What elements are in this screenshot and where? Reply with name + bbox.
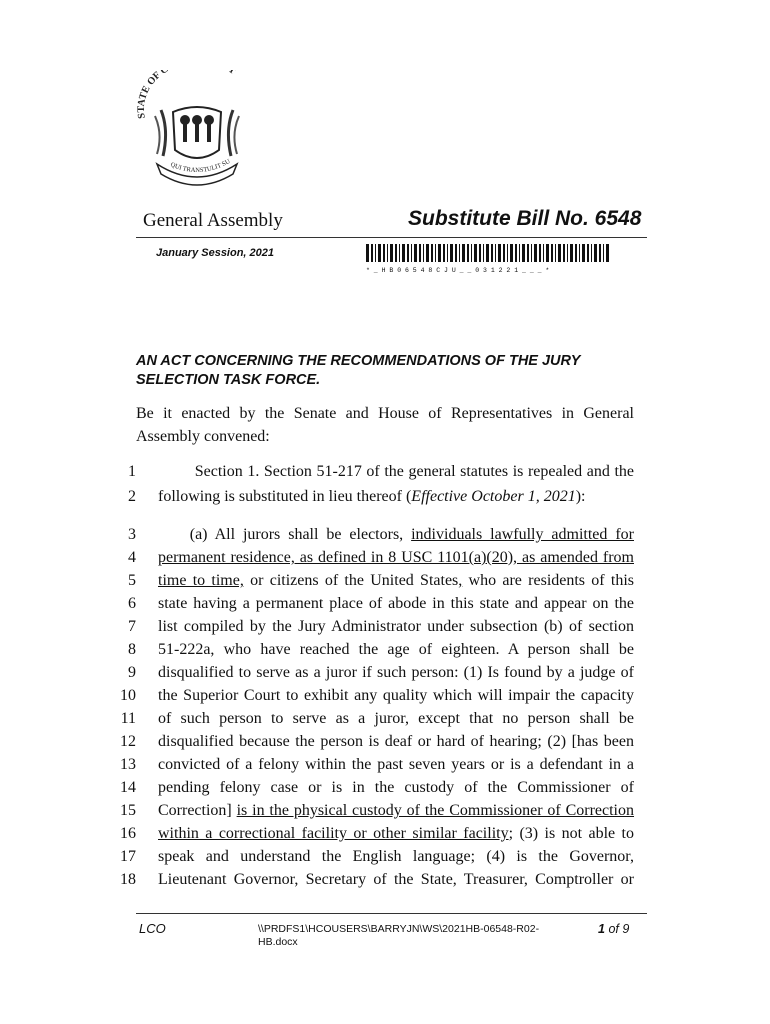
line-segment: ; (3) is not able to — [508, 825, 635, 842]
inserted-text: individuals lawfully admitted for — [411, 526, 634, 543]
line-segment: Lieutenant Governor, Secretary of the State, Treasurer, Comptroller or — [158, 871, 634, 888]
seal-motto: QUI TRANSTULIT SU — [169, 157, 232, 175]
bill-line — [158, 822, 634, 845]
line-number: 2 — [128, 488, 136, 505]
line-number: 8 — [128, 641, 136, 658]
line-segment: Correction] — [158, 802, 237, 819]
line-segment: 51-222a, who have reached the age of eighteen. A person shall be — [158, 641, 634, 658]
line-number: 17 — [120, 848, 136, 865]
line-number: 13 — [120, 756, 136, 773]
bill-line — [158, 638, 634, 661]
bill-line — [158, 753, 634, 776]
line-segment: state having a permanent place of abode in this state and appear on the — [158, 595, 634, 612]
line-segment: pending felony case or is in the custody of the Commissioner of — [158, 779, 634, 796]
line-number: 9 — [128, 664, 136, 681]
act-title: AN ACT CONCERNING THE RECOMMENDATIONS OF THE JURY SELECTION TASK FORCE. — [136, 353, 581, 388]
bill-line — [158, 661, 634, 684]
bill-line — [158, 523, 634, 546]
line-segment: who are residents of this — [462, 572, 635, 589]
session-label: January Session, 2021 — [156, 247, 275, 259]
footer-file-path: \\PRDFS1\HCOUSERS\BARRYJN\WS\2021HB-06548-R02-HB.docx — [258, 923, 540, 948]
bill-line — [158, 615, 634, 638]
footer-rule — [136, 913, 647, 914]
line-segment: list compiled by the Jury Administrator under subsection (b) of section — [158, 618, 634, 635]
bill-line — [158, 799, 634, 822]
line-segment: the Superior Court to exhibit any quality which will impair the capacity — [158, 687, 634, 704]
line-segment: Section 1. Section 51-217 of the general statutes is repealed and the — [158, 463, 634, 480]
line-segment: disqualified because the person is deaf or hard of hearing; (2) [has been — [158, 733, 634, 750]
line-segment: disqualified to serve as a juror if such person: (1) Is found by a judge of — [158, 664, 634, 681]
line-segment: following is substituted in lieu thereof ( — [158, 488, 412, 505]
page-current: 1 — [598, 922, 605, 936]
line-number: 5 — [128, 572, 136, 589]
line-segment: Effective October 1, 2021 — [411, 488, 576, 505]
bill-line — [158, 485, 634, 508]
bill-line — [158, 730, 634, 753]
line-segment: speak and understand the English language; (4) is the Governor, — [158, 848, 634, 865]
inserted-text: time to time, — [158, 572, 244, 589]
bill-line — [158, 592, 634, 615]
line-segment: ): — [575, 488, 586, 505]
bill-line — [158, 546, 634, 569]
inserted-text: , — [458, 572, 463, 589]
line-number: 1 — [128, 463, 136, 480]
bill-line — [158, 684, 634, 707]
line-segment: of such person to serve as a juror, except that no person shall be — [158, 710, 634, 727]
line-number: 4 — [128, 549, 136, 566]
line-number: 14 — [120, 779, 136, 796]
line-number: 12 — [120, 733, 136, 750]
enacting-clause: Be it enacted by the Senate and House of Representatives in General Assembly convened: — [136, 405, 634, 445]
line-number: 3 — [128, 526, 136, 543]
inserted-text: is in the physical custody of the Commissioner of Correction — [236, 802, 635, 819]
seal-text: STATE OF C T — [135, 70, 238, 120]
barcode-bars — [366, 244, 612, 262]
line-number: 11 — [120, 710, 136, 727]
line-number: 10 — [120, 687, 136, 704]
general-assembly-heading: General Assembly — [143, 210, 283, 231]
line-number: 18 — [120, 871, 136, 888]
line-number: 16 — [120, 825, 136, 842]
barcode-text: * _ H B 0 6 5 4 8 C J U _ _ 0 3 1 2 2 1 _ _ _ * — [366, 267, 550, 274]
bill-line — [158, 569, 634, 592]
footer-lco: LCO — [139, 921, 166, 936]
bill-line — [158, 460, 634, 483]
bill-line — [158, 776, 634, 799]
inserted-text: permanent residence, as defined in 8 USC 1101(a)(20), as amended from — [158, 549, 634, 566]
bill-line — [158, 868, 634, 891]
state-seal — [133, 70, 261, 192]
line-segment: convicted of a felony within the past seven years or is a defendant in a — [158, 756, 634, 773]
line-number: 15 — [120, 802, 136, 819]
header-rule — [136, 237, 647, 238]
bill-line — [158, 707, 634, 730]
bill-line — [158, 845, 634, 868]
line-number: 6 — [128, 595, 136, 612]
page-total: of 9 — [608, 922, 630, 936]
bill-title: Substitute Bill No. 6548 — [408, 207, 642, 230]
barcode — [366, 244, 612, 274]
line-number: 7 — [128, 618, 136, 635]
line-segment: or citizens of the United States — [243, 572, 459, 589]
page-number — [598, 922, 629, 936]
inserted-text: within a correctional facility or other similar facility — [158, 825, 509, 842]
line-segment: (a) All jurors shall be electors, — [158, 526, 412, 543]
